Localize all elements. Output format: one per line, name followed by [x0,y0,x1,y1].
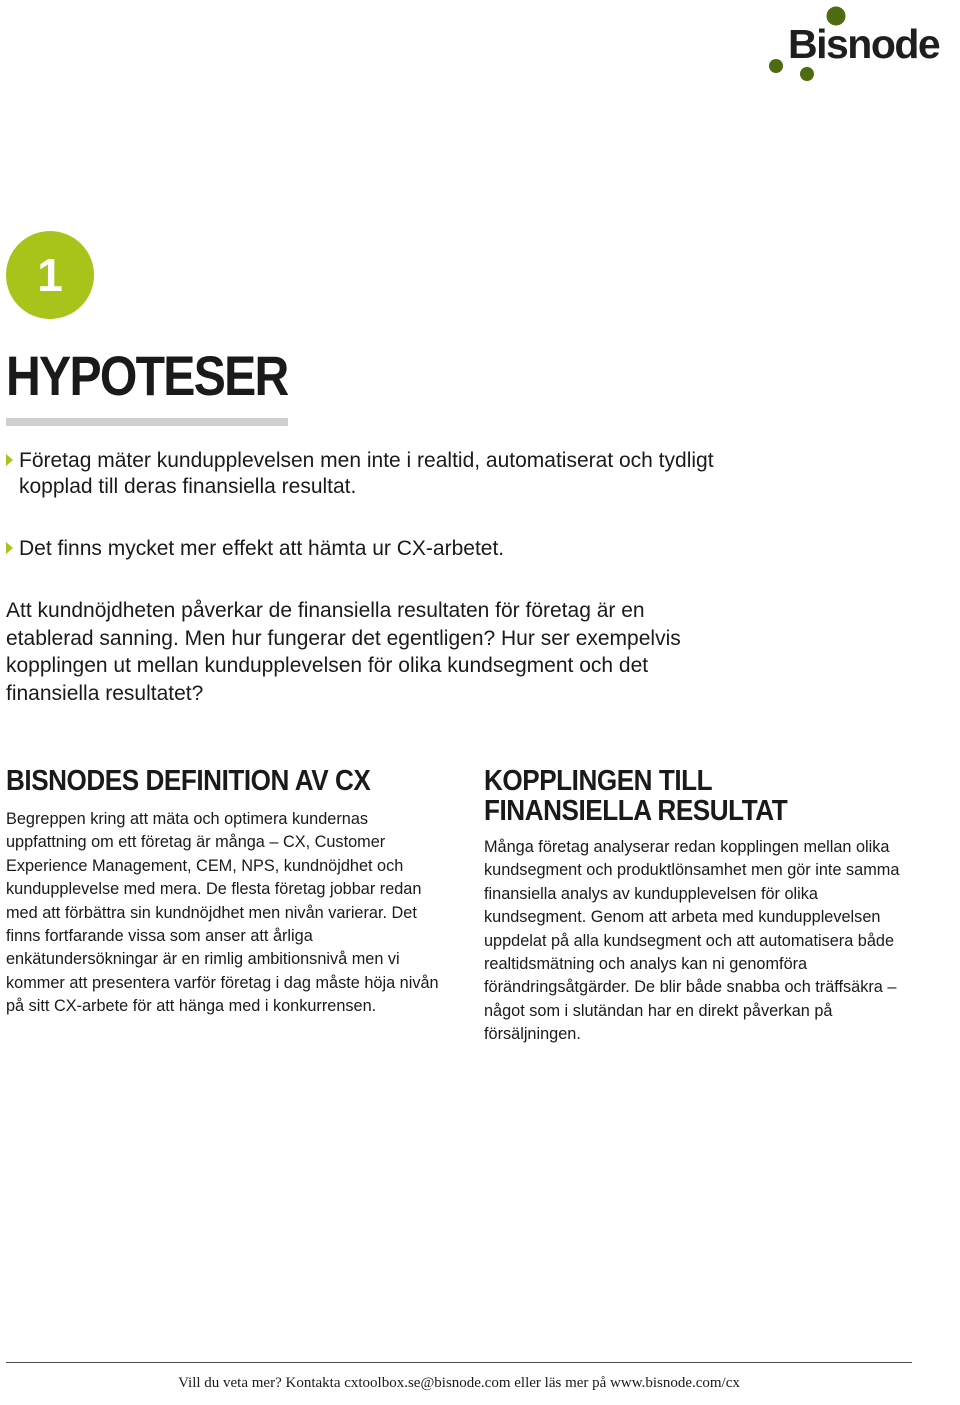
section-number-badge: 1 [6,231,94,319]
page-title: HYPOTESER [6,344,288,407]
bullet-arrow-icon [6,454,13,466]
hypothesis-text: Företag mäter kundupplevelsen men inte i realtid, automatiserat och tydligt kopplad till deras finansiella resultat. [19,449,714,498]
hypothesis-bullet [6,536,726,562]
intro-paragraph: Att kundnöjdheten påverkar de finansiella resultaten för företag är en etablerad sanning. Men hur fungerar det egentligen? Hur ser exempelvis kopplingen ut mellan kundupplevelsen för olika kundsegment och det finansiella resultatet? [6,599,681,705]
footer-divider [6,1362,912,1363]
logo-wordmark: Bisnode [788,21,940,67]
footer-contact: Vill du veta mer? Kontakta cxtoolbox.se@bisnode.com eller läs mer på www.bisnode.com/cx [178,1375,740,1391]
hypothesis-text: Det finns mycket mer effekt att hämta ur CX-arbetet. [19,537,505,560]
cx-definition-heading: BISNODES DEFINITION AV CX [6,765,371,797]
bisnode-logo [766,4,960,84]
financial-link-heading: KOPPLINGEN TILL FINANSIELLA RESULTAT [484,765,788,827]
heading-underline [6,418,288,426]
bullet-arrow-icon [6,542,13,554]
financial-link-text: Många företag analyserar redan kopplingen mellan olika kundsegment och produktlönsamhet men gör inte samma finansiella analys av kundupplevelsen för olika kundsegment. Genom att arbeta med kundupplevelsen uppdelat på alla kundsegment och att automatisera både realtidsmätning och analys kan ni genomföra förändringsåtgärder. De blir både snabba och träffsäkra – något som i slutändan har en direkt påverkan på försäljningen. [484,838,900,1044]
hypothesis-bullet [6,448,726,500]
cx-definition-text: Begreppen kring att mäta och optimera kundernas uppfattning om ett företag är många – CX, Customer Experience Management, CEM, NPS, kundnöjdhet och kundupplevelse med mera. De flesta företag jobbar redan med att förbättra sin kundnöjdhet men nivån varierar. Det finns fortfarande vissa som anser att årliga enkätundersökningar är en rimlig ambitionsnivå men vi kommer att presentera varför företag i dag måste höja nivån på sitt CX-arbete för att hänga med i konkurrensen. [6,810,439,1016]
